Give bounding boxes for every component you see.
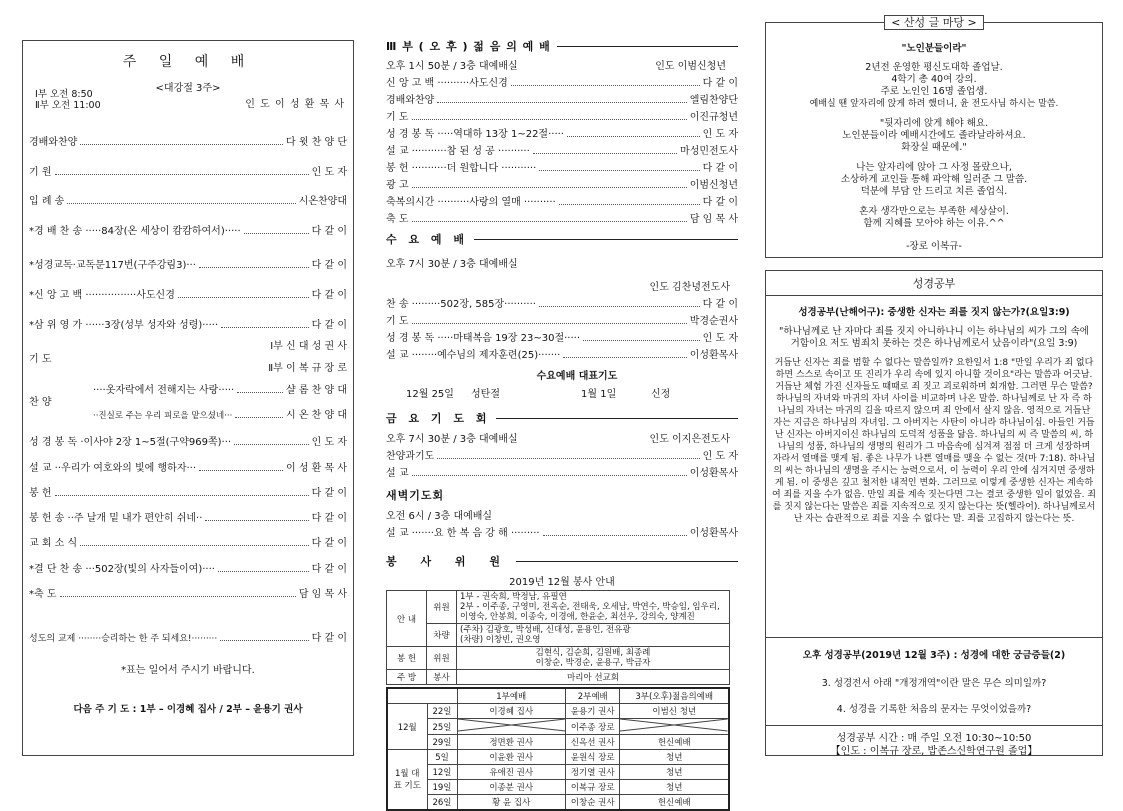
question-1: 3. 성경전서 아래 "개정개역"이란 말은 무슨 의미일까?	[821, 678, 1047, 689]
s3-row: 축복의시간 ··········사랑의 열매 ·········· 다 같 이	[386, 197, 738, 208]
order-row: 교 회 소 식 다 같 이	[29, 538, 347, 549]
s3-row: 축 도 담 임 목 사	[386, 214, 738, 225]
crossed-cell	[620, 719, 729, 735]
s3-row: 설 교 ···········참 된 성 공 ·········· 마성민전도사	[386, 146, 738, 157]
service-table	[386, 590, 730, 685]
order-row: *축 도 담 임 목 사	[29, 589, 347, 600]
fri-row: 설 교 이성환목사	[386, 468, 738, 479]
wed-row: 찬 송 ·········502장, 585장·········· 다 같 이	[386, 299, 738, 310]
prayer-1: Ⅰ부 신 대 성 권 사	[270, 341, 347, 352]
section-3-meta: 오후 1시 50분 / 3층 대예배실 인도 이범신청년	[386, 61, 726, 72]
dawn-row: 설 교 ·······요 한 복 음 강 해 ········· 이성환목사	[386, 528, 738, 539]
sunday-title: 주 일 예 배	[122, 54, 254, 70]
sunday-subtitle: <대강절 3주>	[155, 83, 221, 94]
order-row: 성 경 봉 독 ·이사야 2장 1~5절(구약969쪽)··· 인 도 자	[29, 437, 347, 448]
study-body: 거듭난 신자는 죄를 범할 수 없다는 말씀일까? 요한일서 1:8 "만일 우리가 죄 없다 하면 스스로 속이고 또 진리가 우리 속에 있지 아니할 것이요"라는 말씀과 어긋남. 거듭난 체험 가진 신자들도 때때로 죄 짓고 괴로워하며 회개함. 그러면 무슨 말씀? 하나님의 자녀와 마귀의 자녀 사이를 비교하며 나온 말씀. 하나님께로 난 자 즉 하나님의 자녀는 마귀의 길을 따르지 않으며 죄 안에서 살지 않음. 영적으로 거듭난 자는 지금은 하나님의 자녀임. 그 아버지는 사탄이 아니라 하나님이심. 아들인 거듭난 신자는 아버지이신 하나님의 도덕적 성품을 닮음. 하나님의 씨 즉 말씀의 씨, 하나님의 성품, 하나님의 생명의 원리가 그 마음속에 심겨져 점점 더 크게 성장하며 자라서 열매를 맺게 됨. 좋은 나무가 나쁜 열매를 맺을 수 없는 것(마 7:18). 하나님의 씨는 하나님의 생명을 주시는 능력으로서, 이 능력이 우리 안에 심겨지면 중생하게 됨. 이 중생은 깊고 철저한 내적인 변화. 그러므로 이렇게 중생한 신자는 계속하여 죄를 지을 수가 없음. 만일 죄를 계속 짓는다면 그는 결코 중생한 일이 없었음. 죄를 짓지 않는다는 말씀은 죄를 지속적으로 짓지 않는다는 뜻(헬라어). 하나님께로서 난 자는 습관적으로 죄를 지을 수 없다는 말. 죄를 고집하지 않는다는 뜻.	[772, 357, 1096, 524]
divider	[766, 725, 1102, 726]
other-services-panel	[386, 38, 738, 808]
standing-notice: *표는 일어서 주시기 바랍니다.	[121, 665, 255, 676]
study-header: 성경공부	[766, 271, 1102, 296]
table-row: 1월 대표 기도 5일 이윤환 권사 윤원식 장로 청년	[387, 750, 729, 765]
col-3rd: 3부(오후)젊음의예배	[620, 688, 729, 704]
writing-corner-title: < 산성 글 마당 >	[884, 15, 984, 30]
wed-row: 기 도 박경순권사	[386, 316, 738, 327]
order-row: *경 배 찬 송 ·····84장(온 세상이 캄캄하여서)····· 다 같 이	[29, 226, 347, 237]
divider	[766, 637, 1102, 638]
wednesday-time: 오후 7시 30분 / 3층 대예배실	[386, 259, 518, 270]
order-row: 봉 헌 다 같 이	[29, 488, 347, 499]
bongsa-label: 봉사	[427, 670, 457, 685]
serve-table-title: 2019년 12월 봉사 안내	[509, 577, 615, 588]
s3-row: 기 도 이진규청년	[386, 112, 738, 123]
sunday-leader: 인 도 이 성 환 목 사	[245, 99, 345, 110]
crossed-cell	[457, 719, 565, 735]
service-times	[35, 89, 101, 111]
col-1st: 1부예배	[457, 688, 565, 704]
dawn-header: 새벽기도회	[386, 489, 445, 502]
serve-header: 봉 사 위 원	[386, 553, 738, 569]
poem-body: 2년전 운영한 평신도대학 졸업날. 4학기 총 40여 강의. 주로 노인인 16명 졸업생. 예배실 땐 앞자리에 앉게 하려 했더니, 윤 전도사님 하시는 말씀. "뒷자리에 앉게 해야 해요. 노인분들이라 예배시간에도 졸라날라하셔요. 화장실 때문에." 나는 앞자리에 앉아 그 사정 몰랐으나, 소상하게 교인들 통해 파악해 일러준 그 말씀. 덕분에 부담 안 드리고 치른 졸업식. 혼자 생각만으로는 부족한 세상살이. 함께 지혜를 모아야 하는 이유.^^	[809, 62, 1059, 229]
wed-prayer-row: 12월 25일 성탄절 1월 1일 신정	[406, 389, 671, 400]
annae-label: 안 내	[387, 591, 427, 647]
prayer-label: 기 도	[29, 354, 52, 365]
writing-corner-title-wrap	[766, 14, 1102, 30]
order-row: 기 원 인 도 자	[29, 167, 347, 178]
wiwon-names: 1부 - 권숙희, 박정남, 유필연 2부 - 이주종, 구영미, 전옥순, 전태욱, 오세남, 박연수, 박승임, 임우리, 이영숙, 안봉희, 이종숙, 이경애, 한윤순, 최선우, 강의숙, 양계진	[457, 591, 730, 624]
study-time: 성경공부 시간 : 매 주일 오전 10:30~10:50	[836, 733, 1032, 744]
order-row: 경배와찬양 다 윗 찬 양 단	[29, 137, 347, 148]
wed-prayer-title: 수요예배 대표기도	[536, 371, 618, 382]
wednesday-header: 수 요 예 배	[386, 231, 738, 247]
question-title: 오후 성경공부(2019년 12월 3주) : 성경에 대한 궁금증들(2)	[802, 650, 1066, 661]
table-row: 29일 정면환 권사 신옥선 권사 헌신예배	[387, 735, 729, 750]
question-2: 4. 성경을 기록한 처음의 문자는 무엇이었을까?	[836, 704, 1032, 715]
poem-author: -장로 이복규-	[906, 241, 962, 252]
bible-study-panel	[765, 270, 1103, 756]
praise-row-1: ····옷자락에서 전해지는 사랑····· 샬 롬 찬 양 대	[93, 385, 347, 396]
charyang-names: (주차) 김광호, 박성배, 신대성, 윤용인, 전유광 (차량) 이창빈, 권오영	[457, 624, 730, 647]
table-row: 12일 유애진 권사 정기열 권사 청년	[387, 765, 729, 780]
friday-meta: 오후 7시 30분 / 3층 대예배실 인도 이지은전도사	[386, 434, 730, 445]
wiwon-label: 위원	[427, 647, 457, 670]
wednesday-leader: 인도 김찬녕전도사	[649, 282, 730, 293]
time-1: Ⅰ부 오전 8:50	[35, 89, 93, 100]
table-row: 26일 황 윤 집사 이창순 권사 헌신예배	[387, 795, 729, 811]
order-row: *신 앙 고 백 ················사도신경 다 같 이	[29, 290, 347, 301]
table-row: 19일 이종분 권사 이복규 장로 청년	[387, 780, 729, 795]
fellowship-row: 성도의 교제 ········승리하는 한 주 되세요!········· 다 같 이	[29, 633, 347, 644]
fri-row: 찬양과기도 인 도 자	[386, 451, 738, 462]
sunday-worship-panel	[22, 40, 354, 756]
order-row: *결 단 찬 송 ···502장(빛의 사자들이여)···· 다 같 이	[29, 564, 347, 575]
s3-row: 신 앙 고 백 ··········사도신경 다 같 이	[386, 78, 738, 89]
study-title: 성경공부(난해어구): 중생한 신자는 죄를 짓지 않는가?(요일3:9)	[798, 307, 1070, 318]
time-2: Ⅱ부 오전 11:00	[35, 100, 101, 111]
friday-header: 금 요 기 도 회	[386, 410, 738, 426]
s3-row: 경배와찬양 엘림찬양단	[386, 95, 738, 106]
poem-title: "노인분들이라"	[901, 43, 967, 54]
writing-corner-panel	[765, 16, 1103, 258]
order-row: 봉 헌 송 ··주 날개 밑 내가 편안히 쉬네·· 다 같 이	[29, 513, 347, 524]
prayer-2: Ⅱ부 이 복 규 장 로	[268, 363, 347, 374]
next-week-prayer: 다음 주 기 도 : 1부 – 이경혜 집사 / 2부 – 윤용기 권사	[73, 704, 303, 715]
section-3-header: Ⅲ 부 ( 오 후 ) 젊 음 의 예 배	[386, 38, 738, 54]
wed-row: 성 경 봉 독 ·····마태복음 19장 23~30절····· 인 도 자	[386, 333, 738, 344]
study-leader: 【인도 : 이복규 장로, 밥존스신학연구원 졸업】	[830, 746, 1038, 757]
table-row: 25일 이주종 장로	[387, 719, 729, 735]
praise-row-2: ··진실로 주는 우리 피로을 맡으셨네··· 시 온 찬 양 대	[93, 410, 347, 421]
s3-row: 성 경 봉 독 ·····역대하 13장 1~22절····· 인 도 자	[386, 129, 738, 140]
study-quote: "하나님께로 난 자마다 죄를 짓지 아니하나니 이는 하나님의 씨가 그의 속에 거함이요 저도 범죄치 못하는 것은 하나님께로서 났음이라"(요일 3:9)	[779, 326, 1089, 350]
dawn-time: 오전 6시 / 3층 대예배실	[386, 511, 493, 522]
order-row: *성경교독·교독문117번(구주강림3)··· 다 같 이	[29, 260, 347, 271]
col-2nd: 2부예배	[565, 688, 620, 704]
jubang-label: 주 방	[387, 670, 427, 685]
praise-label: 찬 양	[29, 397, 52, 408]
order-row: 입 례 송 시온찬양대	[29, 196, 347, 207]
table-row: 12월 22일 이경혜 집사 윤용기 권사 이범신 청년	[387, 704, 729, 719]
wed-row: 설 교 ········예수님의 제자훈련(25)······· 이성환목사	[386, 350, 738, 361]
bonghun-names: 김현식, 김순희, 김원배, 최종례 이창순, 박경순, 윤용구, 박금자	[457, 647, 730, 670]
charyang-label: 차량	[427, 624, 457, 647]
bonghun-label: 봉 헌	[387, 647, 427, 670]
wiwon-label: 위원	[427, 591, 457, 624]
order-row: *삼 위 영 가 ······3장(성부 성자와 성령)····· 다 같 이	[29, 320, 347, 331]
s3-row: 봉 헌 ···········더 원합니다 ··········· 다 같 이	[386, 163, 738, 174]
order-row: 설 교 ··우리가 여호와의 빛에 행하자··· 이 성 환 목 사	[29, 463, 347, 474]
jubang-names: 마리아 선교회	[457, 670, 730, 685]
s3-row: 광 고 이범신청년	[386, 180, 738, 191]
prayer-rotation-table	[386, 687, 730, 811]
